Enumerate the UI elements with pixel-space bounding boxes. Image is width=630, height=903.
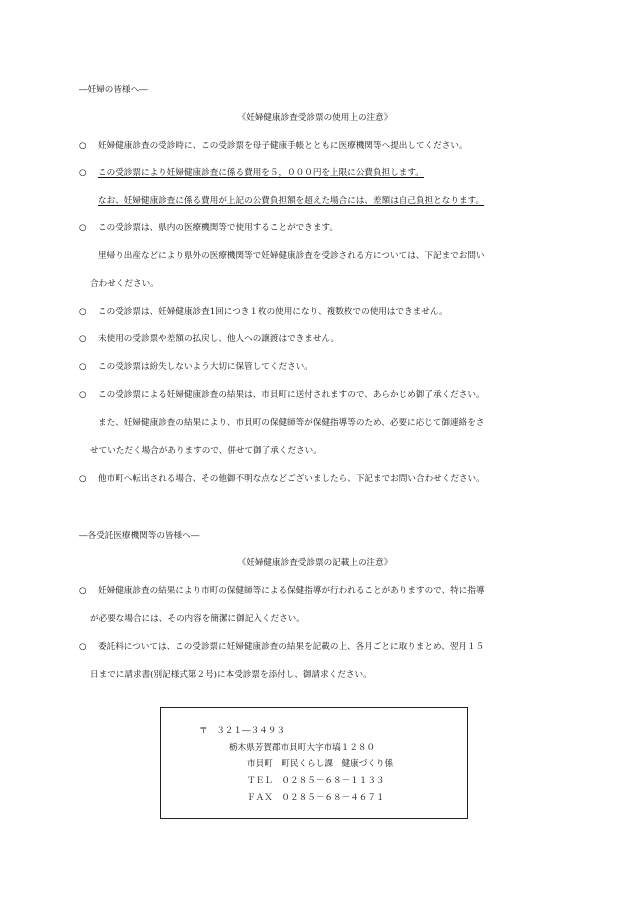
- address: 栃木県芳賀郡市貝町大字市塙１２８０: [229, 743, 376, 753]
- notice-item: 他市町へ転出される場合、その他御不明な点などございましたら、下記までお問い合わせください。: [98, 474, 485, 484]
- notice-continuation: せていただく場合がありますので、併せて御了承ください。: [90, 446, 322, 456]
- bullet-icon: ○: [79, 474, 87, 484]
- notice-continuation: 里帰り出産などにより県外の医療機関等で妊婦健康診査を受診される方については、下記までお問い: [98, 251, 485, 261]
- section1-heading: ―妊婦の皆様へ―: [79, 85, 148, 95]
- notice-item: 未使用の受診票や差額の払戻し、他人への譲渡はできません。: [98, 334, 340, 344]
- postal-code: 〒 ３２１―３４９３: [199, 726, 285, 736]
- notice-continuation: 日までに請求書(別記様式第２号)に本受診票を添付し、御請求ください。: [90, 670, 372, 680]
- notice-item: 委託料については、この受診票に妊婦健康診査の結果を記載の上、各月ごとに取りまとめ、翌月１５: [98, 642, 485, 652]
- bullet-icon: ○: [79, 334, 87, 344]
- bullet-icon: ○: [79, 642, 87, 652]
- phone-number: ＴＥＬ ０２８５－６８－１１３３: [247, 776, 385, 786]
- notice-continuation: また、妊婦健康診査の結果により、市貝町の保健師等が保健指導等のため、必要に応じて御連絡をさ: [98, 418, 485, 428]
- bullet-icon: ○: [79, 362, 87, 372]
- bullet-icon: ○: [79, 390, 87, 400]
- notice-continuation: が必要な場合には、その内容を簡潔に御記入ください。: [90, 614, 305, 624]
- notice-item: この受診票は、県内の医療機関等で使用することができます。: [98, 223, 338, 233]
- bullet-icon: ○: [79, 586, 87, 596]
- section1-title: 《妊婦健康診査受診票の使用上の注意》: [237, 113, 393, 123]
- notice-item: この受診票は紛失しないよう大切に保管してください。: [98, 362, 313, 372]
- notice-item: この受診票は、妊婦健康診査1回につき１枚の使用になり、複数枚での使用はできません。: [98, 307, 448, 317]
- bullet-icon: ○: [79, 141, 87, 151]
- office-name: 市貝町 町民くらし課 健康づくり係: [247, 759, 394, 769]
- notice-item-underlined: この受診票により妊婦健康診査に係る費用を５，０００円を上限に公費負担します。: [98, 168, 424, 178]
- notice-item: 妊婦健康診査の結果により市町の保健師等による保健指導が行われることがありますので、特に指導: [98, 586, 485, 596]
- notice-continuation-underlined: なお、妊婦健康診査に係る費用が上記の公費負担額を超えた場合には、差額は自己負担となります。: [98, 196, 485, 206]
- bullet-icon: ○: [79, 168, 87, 178]
- notice-item: 妊婦健康診査の受診時に、この受診票を母子健康手帳とともに医療機関等へ提出してください。: [98, 141, 468, 151]
- bullet-icon: ○: [79, 223, 87, 233]
- notice-item: この受診票による妊婦健康診査の結果は、市貝町に送付されますので、あらかじめ御了承ください。: [98, 390, 485, 400]
- notice-continuation: 合わせください。: [90, 279, 159, 289]
- section2-title: 《妊婦健康診査受診票の記載上の注意》: [237, 558, 393, 568]
- contact-box: [160, 707, 468, 819]
- bullet-icon: ○: [79, 307, 87, 317]
- section2-heading: ―各受託医療機関等の皆様へ―: [79, 531, 200, 541]
- fax-number: ＦＡＸ ０２８５－６８－４６７１: [247, 793, 385, 803]
